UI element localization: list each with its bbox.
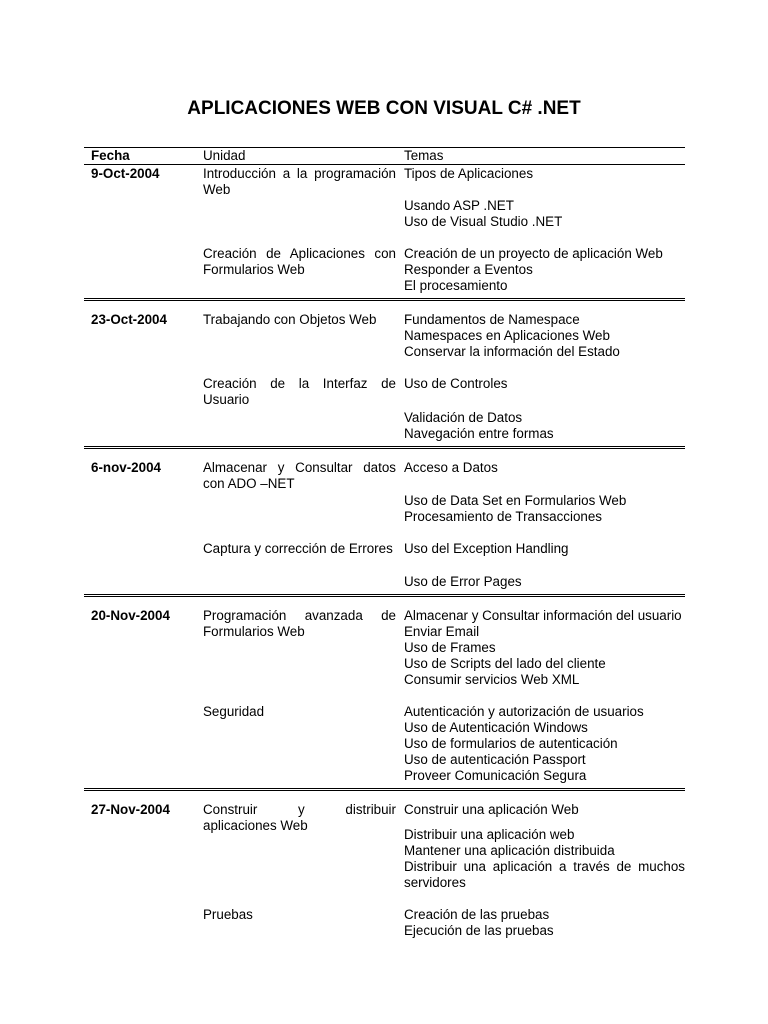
- topic: Usando ASP .NET: [404, 198, 514, 213]
- row-unit: [203, 802, 404, 891]
- table-row: [84, 312, 685, 449]
- unit-text: Introducción a la programación Web: [203, 166, 396, 197]
- topic: Validación de Datos: [404, 410, 523, 425]
- row-topics: [404, 166, 685, 230]
- unit-text: Almacenar y Consultar datos con ADO –NET: [203, 460, 396, 491]
- row-date: 6-nov-2004: [91, 460, 161, 475]
- row-unit: [203, 460, 404, 525]
- row-date: 20-Nov-2004: [91, 608, 170, 623]
- topic: Autenticación y autorización de usuarios: [404, 704, 644, 719]
- topic: Distribuir una aplicación web: [404, 827, 575, 842]
- topic: Tipos de Aplicaciones: [404, 166, 534, 181]
- row-unit: [203, 166, 404, 230]
- row-topics: [404, 312, 685, 360]
- row-unit: [203, 704, 404, 784]
- topic: Uso de Autenticación Windows: [404, 720, 588, 735]
- topic: Uso de Visual Studio .NET: [404, 214, 563, 229]
- topic: Enviar Email: [404, 624, 480, 639]
- unit-text: Creación de la Interfaz de Usuario: [203, 376, 396, 407]
- table-row: [84, 802, 685, 939]
- row-unit: [203, 312, 404, 360]
- topic: Almacenar y Consultar información del usuario: [404, 608, 682, 623]
- topic: Ejecución de las pruebas: [404, 923, 554, 938]
- topic: El procesamiento: [404, 278, 508, 293]
- table-row: [84, 460, 685, 597]
- topic: Consumir servicios Web XML: [404, 672, 580, 687]
- row-separator: [84, 294, 685, 301]
- topic: Proveer Comunicación Segura: [404, 768, 587, 783]
- row-unit: [203, 608, 404, 688]
- row-topics: [404, 376, 685, 442]
- row-topics: [404, 802, 685, 891]
- topic: Procesamiento de Transacciones: [404, 509, 602, 524]
- row-unit: [203, 376, 404, 442]
- topic: Creación de las pruebas: [404, 907, 550, 922]
- topic: Uso de autenticación Passport: [404, 752, 586, 767]
- unit-text: Construir y distribuir aplicaciones Web: [203, 802, 396, 833]
- topic: Conservar la información del Estado: [404, 344, 620, 359]
- topic: Creación de un proyecto de aplicación Web: [404, 246, 663, 261]
- table-row: [84, 608, 685, 791]
- unit-text: Pruebas: [203, 907, 253, 922]
- row-date: 27-Nov-2004: [91, 802, 170, 817]
- row-unit: [203, 246, 404, 294]
- unit-text: Trabajando con Objetos Web: [203, 312, 377, 327]
- topic: Navegación entre formas: [404, 426, 554, 441]
- topic: Uso de Error Pages: [404, 574, 522, 589]
- row-topics: [404, 246, 685, 294]
- row-topics: [404, 608, 685, 688]
- row-unit: [203, 907, 404, 939]
- header-fecha: Fecha: [91, 148, 130, 163]
- header-temas: Temas: [404, 148, 444, 163]
- topic: Acceso a Datos: [404, 460, 498, 475]
- unit-text: Seguridad: [203, 704, 265, 719]
- topic: Uso de Data Set en Formularios Web: [404, 493, 627, 508]
- row-separator: [84, 442, 685, 449]
- topic: Namespaces en Aplicaciones Web: [404, 328, 610, 343]
- row-topics: [404, 704, 685, 784]
- topic: Uso de Frames: [404, 640, 496, 655]
- topic: Uso de formularios de autenticación: [404, 736, 618, 751]
- table-row: [84, 165, 685, 301]
- row-date: 9-Oct-2004: [91, 166, 160, 181]
- row-separator: [84, 784, 685, 791]
- topic: Uso del Exception Handling: [404, 541, 569, 556]
- row-separator: [84, 590, 685, 597]
- topic: Fundamentos de Namespace: [404, 312, 580, 327]
- topic: Uso de Controles: [404, 376, 508, 391]
- unit-text: Programación avanzada de Formularios Web: [203, 608, 396, 639]
- topic: Distribuir una aplicación a través de muchos servidores: [404, 859, 685, 890]
- unit-text: Captura y corrección de Errores: [203, 541, 393, 556]
- row-topics: [404, 460, 685, 525]
- row-unit: [203, 541, 404, 590]
- row-topics: [404, 541, 685, 590]
- topic: Uso de Scripts del lado del cliente: [404, 656, 606, 671]
- row-date: 23-Oct-2004: [91, 312, 167, 327]
- topic: Construir una aplicación Web: [404, 802, 579, 817]
- topic: Responder a Eventos: [404, 262, 533, 277]
- table-header: [84, 148, 685, 165]
- header-unidad: Unidad: [203, 148, 246, 163]
- unit-text: Creación de Aplicaciones con Formularios Web: [203, 246, 396, 277]
- row-topics: [404, 907, 685, 939]
- schedule-table: [84, 147, 685, 939]
- topic: Mantener una aplicación distribuida: [404, 843, 615, 858]
- page-title: APLICACIONES WEB CON VISUAL C# .NET: [187, 98, 581, 119]
